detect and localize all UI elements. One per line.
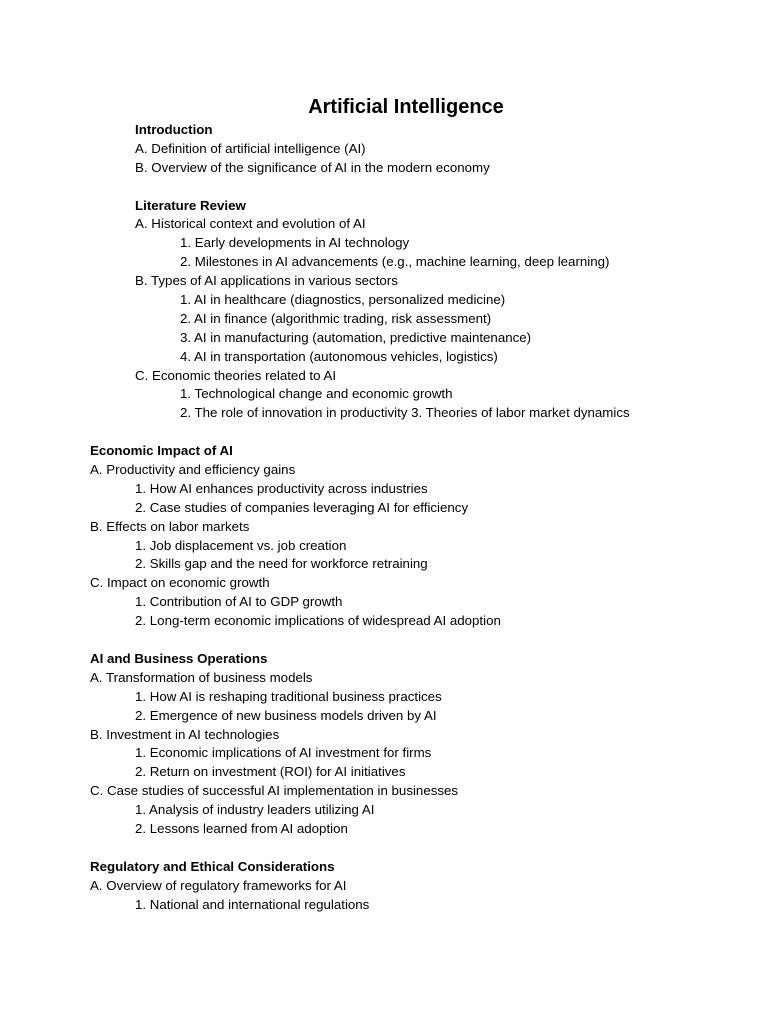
outline-item: C. Impact on economic growth — [90, 575, 270, 591]
outline-subitem: 1. Economic implications of AI investment for firms — [135, 745, 432, 761]
outline-item: C. Case studies of successful AI implementation in businesses — [90, 783, 459, 799]
document-title: Artificial Intelligence — [308, 96, 504, 118]
outline-subitem: 1. Job displacement vs. job creation — [135, 537, 347, 553]
outline-subitem: 4. AI in transportation (autonomous vehicles, logistics) — [180, 348, 498, 364]
outline-item: A. Productivity and efficiency gains — [90, 462, 296, 478]
outline-item: B. Types of AI applications in various sectors — [135, 273, 398, 289]
section-heading-business-operations: AI and Business Operations — [90, 650, 268, 666]
outline-subitem: 1. AI in healthcare (diagnostics, personalized medicine) — [180, 292, 506, 308]
outline-subitem: 1. How AI enhances productivity across industries — [135, 480, 428, 496]
outline-subitem: 2. Return on investment (ROI) for AI initiatives — [135, 764, 406, 780]
outline-subitem: 2. Long-term economic implications of widespread AI adoption — [135, 613, 501, 629]
document-outline — [90, 121, 748, 914]
outline-subitem: 1. National and international regulations — [135, 896, 370, 912]
outline-item: B. Investment in AI technologies — [90, 726, 280, 742]
section-heading-regulatory: Regulatory and Ethical Considerations — [90, 858, 335, 874]
spacer — [90, 423, 748, 442]
section-heading-introduction: Introduction — [135, 122, 213, 137]
outline-item: A. Historical context and evolution of AI — [135, 216, 366, 232]
outline-item: B. Effects on labor markets — [90, 518, 250, 534]
outline-item: A. Transformation of business models — [90, 669, 313, 685]
outline-subitem: 3. AI in manufacturing (automation, predictive maintenance) — [180, 329, 532, 345]
outline-subitem: 2. Emergence of new business models driven by AI — [135, 707, 437, 723]
outline-subitem: 2. AI in finance (algorithmic trading, risk assessment) — [180, 310, 492, 326]
outline-subitem: 1. Technological change and economic growth — [180, 386, 453, 402]
outline-subitem: 1. Early developments in AI technology — [180, 235, 410, 251]
outline-subitem: 1. How AI is reshaping traditional business practices — [135, 688, 442, 704]
outline-subitem: 2. Skills gap and the need for workforce retraining — [135, 556, 428, 572]
outline-subitem: 2. Lessons learned from AI adoption — [135, 820, 348, 836]
outline-item: A. Overview of regulatory frameworks for AI — [90, 877, 347, 893]
spacer — [90, 631, 748, 650]
section-heading-literature-review: Literature Review — [135, 197, 246, 213]
outline-item: A. Definition of artificial intelligence (AI) — [135, 140, 366, 156]
outline-subitem: 2. Case studies of companies leveraging AI for efficiency — [135, 499, 469, 515]
section-heading-economic-impact: Economic Impact of AI — [90, 443, 233, 459]
outline-subitem: 2. Milestones in AI advancements (e.g., machine learning, deep learning) — [180, 254, 610, 270]
outline-item: B. Overview of the significance of AI in the modern economy — [135, 159, 490, 175]
outline-subitem: 1. Contribution of AI to GDP growth — [135, 594, 343, 610]
spacer — [90, 839, 748, 858]
outline-item: C. Economic theories related to AI — [135, 367, 337, 383]
outline-subitem: 2. The role of innovation in productivity 3. Theories of labor market dynamics — [180, 405, 630, 421]
spacer — [90, 178, 748, 197]
outline-subitem: 1. Analysis of industry leaders utilizing AI — [135, 802, 375, 818]
